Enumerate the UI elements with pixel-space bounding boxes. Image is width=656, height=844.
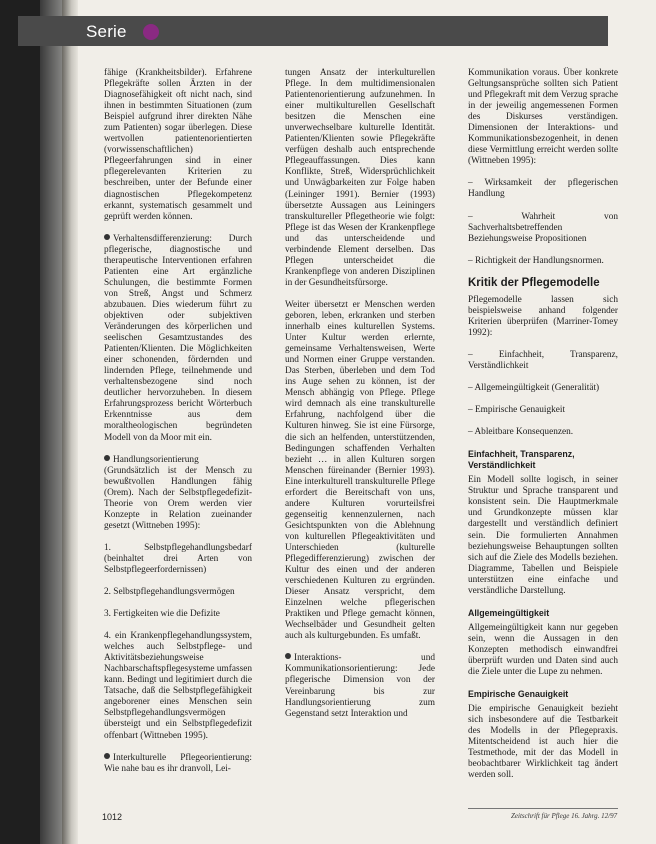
dash-item: – Wirksamkeit der pflegerischen Handlung — [468, 178, 618, 200]
paragraph-bullet — [104, 234, 252, 444]
bullet-icon — [104, 234, 110, 240]
paragraph-text: Handlungsorientierung (Grundsätzlich ist der Mensch zu bewußtvollen Handlungen fähig (Orem). Nach der Selbstpflegedefizit-Theorie von Orem werden vier Konzepte in Relation zueinander gesetzt (Wittneben 1995): — [104, 454, 252, 531]
text-column-3 — [468, 68, 618, 792]
dash-item: – Allgemeingültigkeit (Generalität) — [468, 383, 600, 394]
paragraph: Weiter übersetzt er Menschen werden geboren, leben, erkranken und sterben innerhalb eines kulturellen Systems. Unter Kultur werden erlernte, gemeinsame Verhaltensweisen, Werte und Normen einer Gruppe verstanden. Das Sterben, überleben und dem Tod ins Auge sehen zu können, ist der Mensch abhängig von Pflege. Pflege wird demnach als eine transkulturelle Erfahrung, nachfolgend über die Kulturen hinweg. Sie ist eine Fürsorge, die sich an helfenden, unterstützenden, Bedingungen schaffenden Verhalten bezieht … in allen Kulturen sorgen Menschen füreinander (Bernier 1993). Eine interkulturell transkulturelle Pflege erfordert die Bereitschaft von uns, andere Kulturen vorurteilsfrei gegenseitig kennenzulernen, nach Gesichtspunkten von die Ablehnung von kulturellen Pflegeaktivitäten und Unterschieden (kulturelle Pflegedifferenzierung) zwischen der Kultur des einen und der anderen verschiedenen Kulturen zu ergründen. Dieser Ansatz verspricht, dem Einzelnen welche pflegerischen Praktiken und Pflege gemacht können, Wechselbäder und Gesundheit gelten auch als kulturgebunden. Es umfaßt. — [285, 299, 435, 642]
book-edge-shadow — [40, 0, 64, 844]
page-spine-shadow — [62, 0, 78, 844]
footer-rule — [468, 808, 618, 809]
bullet-icon — [104, 753, 110, 759]
paragraph-bullet — [104, 753, 252, 775]
paragraph: Die empirische Genauigkeit bezieht sich insbesondere auf die Testbarkeit des Modells in der Pflegepraxis. Mitentscheidend ist auch hier die Testmethode, mit der das Modell in beobachtbarer Wirklichkeit tag ändert werden soll. — [468, 704, 618, 781]
list-item: 1. Selbstpflegehandlungsbedarf (beinhaltet drei Arten von Selbstpflegeerfordernissen) — [104, 542, 252, 575]
paragraph: Pflegemodelle lassen sich beispielsweise anhand folgender Kriterien überprüfen (Marriner-Tomey 1992): — [468, 294, 618, 338]
subsection-heading: Einfachheit, Transparenz, Verständlichkeit — [468, 449, 575, 471]
dash-item: – Empirische Genauigkeit — [468, 405, 566, 416]
dash-item: – Ableitbare Konsequenzen. — [468, 427, 574, 438]
paragraph-text: Interaktions- und Kommunikationsorientierung: Jede pflegerische Dimension von der Vereinbarung bis zur Handlungsorientierung zum Gegenstand setzt Interaktion und — [285, 653, 435, 719]
list-item: 3. Fertigkeiten wie die Defizite — [104, 609, 220, 620]
text-column-2 — [285, 68, 435, 731]
paragraph: fähige (Krankheitsbilder). Erfahrene Pflegekräfte sollen Ärzten in der Diagnosefähigkeit oft nicht nach, sind ihnen in bestimmten Situationen (zum Beispiel aufgrund ihrer direkten Nähe zum Patienten) sogar überlegen. Diese wertvollen patientenorientierten (vorwissenschaftlichen) Pflegeerfahrungen sind in einer pflegerelevanten Kriterien zu beschreiben, unter der Befunde einer diagnostischen Pflegekompetenz erkannt, systematisch gesammelt und geprüft werden können. — [104, 68, 252, 222]
journal-footer: Zeitschrift für Pflege 16. Jahrg. 12/97 — [511, 812, 618, 820]
page-number: 1012 — [102, 812, 123, 822]
dash-item: – Wahrheit von Sachverhaltsbetreffenden Beziehungsweise Propositionen — [468, 211, 618, 244]
paragraph-bullet — [104, 455, 252, 532]
bullet-icon — [104, 455, 110, 461]
paragraph: tungen Ansatz der interkulturellen Pflege. In dem multidimensionalen Patientenorientierung aufzunehmen. In einer multikulturellen Gesellschaft besitzen die Menschen eine unverwechselbare kulturelle Identität. Patienten/Klienten sowie Pflegekräfte verfügen deshalb auch entsprechende Pflegeauffassungen. Dies kann Konflikte, Streß, Widersprüchlichkeit und Unwägbarkeiten zur Folge haben (Leininger 1991). Bernier (1993) übersetzte Aussagen aus Leiningers transkultureller Pflegetheorie wie folgt: Pflege ist das Wesen der Krankenpflege und das unterscheidende und verbindende Element derselben. Das Pflegen unterscheidet die Krankenpflege von anderen Disziplinen in der Gesundheitsfürsorge. — [285, 68, 435, 288]
list-item: 4. ein Krankenpflegehandlungssystem, welches auch Selbstpflege- und Aktivitätsbeziehungsweise Nachbarschaftspflegesysteme umfassen kann. Bedingt und legitimiert durch die Tatsache, daß die Selbstpflegefähigkeit angeborener eines Menschen sein Selbstpflegehandlungsvermögen übersteigt und ein Selbstpflegedefizit offenbart (Wittneben 1995). — [104, 631, 252, 741]
section-heading: Kritik der Pflegemodelle — [468, 276, 600, 289]
text-column-1 — [104, 68, 252, 786]
paragraph-text: Verhaltensdifferenzierung: Durch pflegerische, diagnostische und therapeutische Interventionen erfahren Patienten eine Art ergänzliche Schulungen, die bestimmte Formen von Streß, Angst und Schmerz abzubauen. Dies wiederum führt zu objektiven oder subjektiven Veränderungen des körperlichen und seelischen Gesamtzustandes des Patienten/Klienten. Die Möglichkeiten einer schonenden, fördernden und lindernden Pflege, teilnehmende und verhaltensbezogene sind noch deutlicher hervorzuheben. In diesem Erfahrungsprozess bericht Wörterbuch Erkenntnisse aus dem moraltheologischen begründeten Modell von da Moor mit ein. — [104, 233, 252, 443]
dash-item: – Einfachheit, Transparenz, Verständlichkeit — [468, 349, 618, 371]
paragraph: Kommunikation voraus. Über konkrete Geltungsansprüche sollten sich Patient und Pflegekraft mit dem Verzug sprache in der jeweilig angemessenen Formen des Diskurses verständigen. Dimensionen der Interaktions- und Kommunikationsbezogenheit, in denen diese Vermittlung erreicht werden sollte (Wittneben 1995): — [468, 68, 618, 167]
paragraph: Ein Modell sollte logisch, in seiner Struktur und Sprache transparent und konsistent sein. Die Hauptmerkmale und Grundkonzepte müssen klar dargestellt und verständlich definiert sein. Die formulierten Annahmen beziehungsweise Behauptungen sollten sich auf die Ziele des Modells beziehen. Diagramme, Tabellen und Beispiele unterstützen eine einfache und verständliche Darstellung. — [468, 475, 618, 596]
paragraph-bullet — [285, 653, 435, 719]
series-dot-icon — [143, 24, 159, 40]
series-title: Serie — [86, 22, 127, 41]
paragraph: Allgemeingültigkeit kann nur gegeben sein, wenn die Aussagen in den Konzepten methodisch einwandfrei überprüft wurden und Daten sind auch die Ziele unter die Lupe zu nehmen. — [468, 622, 618, 678]
bullet-icon — [285, 653, 291, 659]
subsection-heading: Allgemeingültigkeit — [468, 607, 550, 618]
list-item: 2. Selbstpflegehandlungsvermögen — [104, 587, 235, 598]
dash-item: – Richtigkeit der Handlungsnormen. — [468, 255, 604, 266]
subsection-heading: Empirische Genauigkeit — [468, 689, 569, 700]
paragraph-text: Interkulturelle Pflegeorientierung: Wie nahe bau es ihr dranvoll, Lei- — [104, 752, 252, 774]
